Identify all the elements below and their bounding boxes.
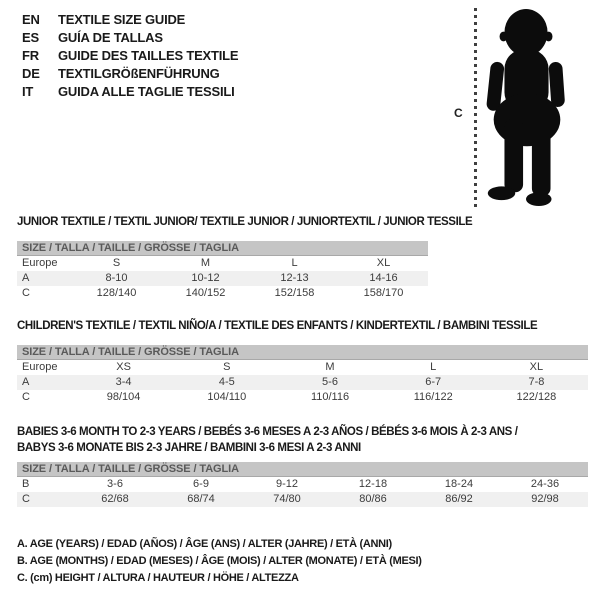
row-label: Europe bbox=[22, 361, 58, 373]
language-code: DE bbox=[22, 65, 40, 81]
row-label: A bbox=[22, 272, 30, 284]
table-cell: M bbox=[325, 361, 335, 373]
table-cell: 104/110 bbox=[207, 391, 247, 403]
table-cell: 24-36 bbox=[530, 478, 560, 490]
table-cell: 12-18 bbox=[358, 478, 388, 490]
table-cell: 4-5 bbox=[218, 376, 235, 388]
table-cell: 80/86 bbox=[359, 493, 387, 505]
table-row bbox=[17, 375, 588, 390]
table-cell: M bbox=[200, 257, 211, 269]
table-cell: 68/74 bbox=[187, 493, 215, 505]
row-label: Europe bbox=[22, 257, 58, 269]
table-cell: L bbox=[430, 361, 437, 373]
table-cell: 62/68 bbox=[101, 493, 129, 505]
language-row-en bbox=[22, 10, 238, 28]
table-row bbox=[17, 477, 588, 492]
table-cell: 18-24 bbox=[444, 478, 474, 490]
table-cell: 10-12 bbox=[191, 272, 220, 284]
language-row-de bbox=[22, 64, 238, 82]
table-cell: 7-8 bbox=[528, 376, 545, 388]
table-cell: XS bbox=[116, 361, 131, 373]
baby-silhouette-icon bbox=[478, 6, 576, 212]
language-row-fr bbox=[22, 46, 238, 64]
footnote-b: B. AGE (MONTHS) / EDAD (MESES) / ÂGE (MOIS) / ALTER (MONATE) / ETÀ (MESI) bbox=[17, 555, 422, 567]
size-header-bar: SIZE / TALLA / TAILLE / GRÖSSE / TAGLIA bbox=[17, 241, 428, 256]
table-row bbox=[17, 286, 428, 301]
table-cell: S bbox=[112, 257, 121, 269]
language-code: IT bbox=[22, 83, 34, 99]
table-cell: XL bbox=[376, 257, 391, 269]
row-label: C bbox=[22, 391, 30, 403]
table-cell: 110/116 bbox=[310, 391, 350, 403]
size-header-bar: SIZE / TALLA / TAILLE / GRÖSSE / TAGLIA bbox=[17, 462, 588, 477]
table-cell: 86/92 bbox=[445, 493, 473, 505]
language-label: TEXTILE SIZE GUIDE bbox=[58, 11, 186, 27]
table-cell: 8-10 bbox=[105, 272, 128, 284]
babies-table-title bbox=[17, 424, 518, 456]
language-label: GUIDA ALLE TAGLIE TESSILI bbox=[58, 83, 235, 99]
row-label: A bbox=[22, 376, 30, 388]
table-row bbox=[17, 360, 588, 375]
table-cell: L bbox=[291, 257, 298, 269]
language-label: GUÍA DE TALLAS bbox=[58, 29, 163, 45]
footnote-a: A. AGE (YEARS) / EDAD (AÑOS) / ÂGE (ANS) / ALTER (JAHRE) / ETÀ (ANNI) bbox=[17, 538, 392, 550]
table-cell: 152/158 bbox=[274, 287, 315, 299]
table-row bbox=[17, 390, 588, 405]
table-cell: 6-9 bbox=[193, 478, 209, 490]
table-cell: 158/170 bbox=[363, 287, 404, 299]
table-cell: 14-16 bbox=[369, 272, 398, 284]
children-table-title: CHILDREN'S TEXTILE / TEXTIL NIÑO/A / TEXTILE DES ENFANTS / KINDERTEXTIL / BAMBINI TESSILE bbox=[17, 320, 538, 332]
children-size-table bbox=[17, 345, 588, 405]
junior-size-table bbox=[17, 241, 428, 301]
table-cell: XL bbox=[529, 361, 544, 373]
table-cell: 9-12 bbox=[275, 478, 299, 490]
footnote-c: C. (cm) HEIGHT / ALTURA / HAUTEUR / HÖHE / ALTEZZA bbox=[17, 572, 299, 584]
language-code: FR bbox=[22, 47, 39, 63]
language-label: GUIDE DES TAILLES TEXTILE bbox=[58, 47, 239, 63]
row-label: C bbox=[22, 287, 30, 299]
table-row bbox=[17, 271, 428, 286]
table-cell: 6-7 bbox=[425, 376, 442, 388]
junior-table-title: JUNIOR TEXTILE / TEXTIL JUNIOR/ TEXTILE JUNIOR / JUNIORTEXTIL / JUNIOR TESSILE bbox=[17, 216, 473, 228]
table-cell: 122/128 bbox=[516, 391, 557, 403]
language-code: ES bbox=[22, 29, 39, 45]
table-cell: 12-13 bbox=[280, 272, 309, 284]
row-label: B bbox=[22, 478, 30, 490]
babies-table-title-line1: BABIES 3-6 MONTH TO 2-3 YEARS / BEBÉS 3-6 MESES A 2-3 AÑOS / BÉBÉS 3-6 MOIS À 2-3 ANS / bbox=[17, 426, 518, 438]
babies-size-table bbox=[17, 462, 588, 507]
height-measure-label-c: C bbox=[454, 106, 463, 120]
table-cell: 3-4 bbox=[115, 376, 132, 388]
language-code: EN bbox=[22, 11, 40, 27]
language-label: TEXTILGRÖßENFÜHRUNG bbox=[58, 65, 220, 81]
table-cell: 140/152 bbox=[185, 287, 226, 299]
table-cell: 92/98 bbox=[531, 493, 559, 505]
table-cell: 5-6 bbox=[322, 376, 338, 388]
table-cell: 74/80 bbox=[273, 493, 301, 505]
footnotes bbox=[17, 536, 422, 587]
language-row-es bbox=[22, 28, 238, 46]
table-cell: 128/140 bbox=[96, 287, 137, 299]
table-cell: S bbox=[223, 361, 231, 373]
height-dashed-line bbox=[474, 8, 477, 209]
babies-table-title-line2: BABYS 3-6 MONATE BIS 2-3 JAHRE / BAMBINI 3-6 MESI A 2-3 ANNI bbox=[17, 442, 361, 454]
table-cell: 3-6 bbox=[107, 478, 123, 490]
size-header-bar: SIZE / TALLA / TAILLE / GRÖSSE / TAGLIA bbox=[17, 345, 588, 360]
language-list bbox=[22, 10, 238, 100]
table-cell: 98/104 bbox=[106, 391, 141, 403]
row-label: C bbox=[22, 493, 30, 505]
table-row bbox=[17, 492, 588, 507]
table-row bbox=[17, 256, 428, 271]
table-cell: 116/122 bbox=[413, 391, 453, 403]
language-row-it bbox=[22, 82, 238, 100]
